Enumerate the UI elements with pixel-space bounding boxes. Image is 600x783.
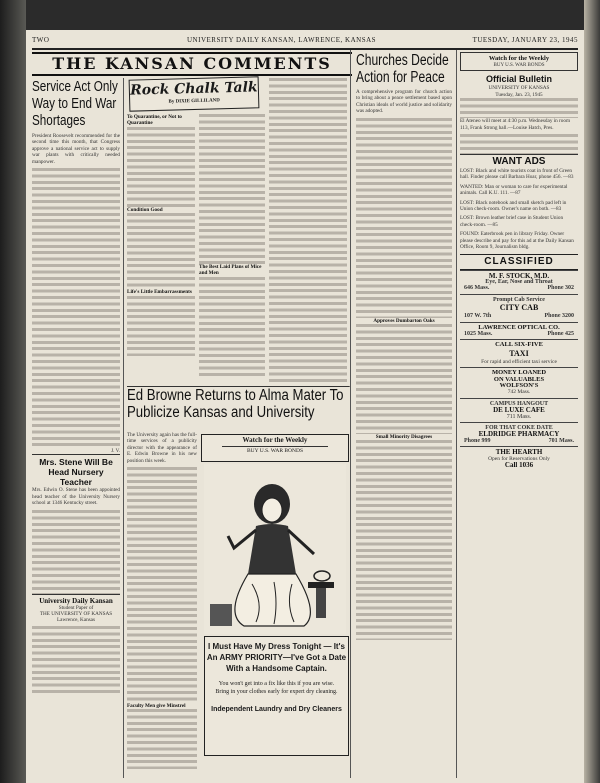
bulletin-body: El Ateneo will meet at 4:30 p.m. Wednesday in room 113, Frank Strong hall.—Louise Hatch, Pres.: [460, 118, 570, 131]
ad-cab-phone: Phone 3200: [544, 313, 574, 320]
classified-ad-wolfsons: [460, 367, 578, 398]
ad-cab-name: CITY CAB: [499, 303, 539, 313]
ad-taxi-call: CALL SIX-FIVE: [495, 341, 543, 349]
teacher-text-block: [32, 510, 120, 594]
laundry-ad-copy: [204, 636, 349, 756]
classified-ad-citycab: [460, 294, 578, 322]
ad-stock-phone: Phone 302: [547, 285, 574, 292]
folio-rule: [32, 48, 578, 50]
rock-chalk-col-b: [199, 114, 265, 382]
page-right-shadow: [584, 0, 600, 783]
editorial-banner: THE KANSAN COMMENTS: [32, 52, 352, 76]
ad-line2: An ARMY PRIORITY—I've Got a Date: [206, 653, 347, 662]
bulletin-date: Tuesday, Jan. 23, 1945: [495, 91, 543, 98]
column-divider-2: [350, 50, 351, 778]
classified-ad-hearth: [460, 446, 578, 470]
masthead-title: University Daily Kansan: [39, 596, 113, 605]
laundry-ad-illustration: [204, 464, 346, 634]
ad-cafe-name: DE LUXE CAFE: [493, 406, 545, 415]
issue-date: TUESDAY, JANUARY 23, 1945: [472, 36, 578, 44]
teacher-headline: Mrs. Stene Will Be Head Nursery Teacher: [32, 454, 120, 487]
editorial-column: [32, 78, 120, 778]
ad-stock-address: 646 Mass.: [464, 285, 490, 292]
ad-line4: You won't get into a fix like this if you are wise. Bring in your clothes early for expert dry cleaning.: [215, 681, 338, 695]
editorial-text-block: [32, 168, 120, 448]
ad-stock-name: M. F. STOCK, M.D.: [488, 271, 550, 280]
editorial-body: President Roosevelt recommended for the second time this month, that Congress approve a national service act to supply war plants with critically needed manpower.: [32, 133, 120, 165]
column-text-a2: [127, 213, 195, 289]
ad-loan-line1: MONEY LOANED: [491, 369, 547, 377]
ad-pharmacy-name: ELDRIDGE PHARMACY: [478, 430, 560, 439]
ad-cab-address: 107 W. 7th: [464, 313, 492, 320]
ad-hearth-name: THE HEARTH: [495, 448, 543, 457]
bulletin-text: [460, 134, 578, 154]
rock-chalk-col-a: [127, 114, 195, 382]
folio-line: [32, 34, 578, 48]
ad-loan-line2: ON VALUABLES: [493, 375, 545, 383]
browne-text-a2: [127, 709, 197, 769]
ad-cafe-address: 711 Mass.: [506, 413, 532, 420]
column-text-b1: [199, 114, 265, 264]
classified-title: CLASSIFIED: [460, 254, 578, 270]
ad-cafe-tagline: CAMPUS HANGOUT: [489, 400, 549, 407]
want-title: WANT ADS: [460, 154, 578, 168]
browne-headline: Ed Browne Returns to Alma Mater To Publicize Kansas and University: [127, 386, 350, 431]
want-item-2: WANTED: Man or woman to care for experimental animals. Call K.U. 111. —87: [460, 183, 568, 197]
ad-pharmacy-tagline: FOR THAT COKE DATE: [485, 425, 553, 431]
column-item-1: To Quarantine, or Not to Quarantine: [127, 114, 182, 127]
peace-headline: Churches Decide Action for Peace: [356, 52, 449, 86]
ad-loan-address: 742 Mass.: [507, 389, 531, 396]
want-item-4: LOST: Brown leather brief case in Student Union check-room. —85: [460, 215, 564, 228]
classified-ad-pharmacy: [460, 422, 578, 446]
ad-optical-phone: Phone 425: [547, 330, 574, 337]
ad-taxi-tagline: For rapid and efficient taxi service: [481, 358, 557, 365]
ad-cab-tagline: Prompt Cab Service: [493, 296, 545, 303]
watch-right-line2: BUY U.S. WAR BONDS: [493, 63, 545, 68]
browne-subhead: Faculty Men give Minstrel: [127, 703, 186, 710]
classified-ad-optical: [460, 322, 578, 340]
ad-line5: Independent Laundry and Dry Cleaners: [211, 706, 342, 713]
column-byline: By DIXIE GILLILAND: [168, 98, 220, 105]
churches-column: [356, 52, 452, 778]
editorial-signoff: J. V.: [111, 448, 120, 455]
column-item-4: The Best Laid Plans of Mice and Men: [199, 264, 262, 277]
column-title: Rock Chalk Talk: [129, 79, 258, 99]
watch-right-line1: Watch for the Weekly: [488, 55, 550, 62]
want-item-3: LOST: Black notebook and small sketch pad left in Union check-room. Owner's name on both. —83: [460, 199, 567, 213]
classified-ad-taxi: [460, 339, 578, 367]
classified-ad-cafe: [460, 398, 578, 422]
watch-box: [201, 434, 349, 462]
classified-ad-stock: [460, 270, 578, 294]
ad-line1: I Must Have My Dress Tonight — It's: [208, 642, 345, 651]
browne-body: The University again has the full-time services of a publicity director with the appearance of E. Edwin Browne in his new position this week.: [127, 432, 197, 464]
ad-hearth-tagline: Open for Reservations Only: [488, 455, 550, 462]
watch-box-right: [460, 52, 578, 71]
peace-text-2: [356, 324, 452, 434]
ad-optical-address: 1025 Mass.: [464, 330, 493, 337]
column-title-box: [129, 76, 260, 111]
ad-stock-specialty: Eye, Ear, Nose and Throat: [485, 278, 553, 285]
column-text-a3: [127, 296, 195, 356]
peace-text-3: [356, 440, 452, 640]
masthead-sub3: Lawrence, Kansas: [56, 617, 96, 624]
column-divider: [123, 78, 124, 778]
column-text-b2: [199, 277, 265, 377]
masthead-sub1: Student Paper of: [58, 604, 94, 611]
ad-pharmacy-address: 701 Mass.: [548, 437, 574, 444]
newspaper-page: [26, 30, 584, 783]
want-item-1: LOST: Black and white tourists coat in front of Green hall. Finder please call Barbara Hoar, phone 456. —83: [460, 168, 574, 181]
ad-taxi-name: TAXI: [509, 348, 529, 358]
want-item-5: FOUND: Eaterbrook pen in library Friday. Owner please describe and pay for this ad at the Daily Kansan Office, Room 9, Journalism bldg.: [460, 231, 574, 251]
column-divider-3: [456, 50, 457, 778]
column-item-2: Condition Good: [127, 206, 163, 213]
teacher-body: Mrs. Edwin O. Stene has been appointed head teacher of the University Nursery school at 1346 Kentucky street.: [32, 487, 120, 507]
right-column: [460, 52, 578, 778]
ad-line3: With a Handsome Captain.: [226, 664, 327, 673]
watch-line1: Watch for the Weekly: [242, 436, 308, 444]
ad-pharmacy-phone: Phone 999: [464, 437, 491, 444]
watch-line2: BUY U.S. WAR BONDS: [222, 446, 328, 455]
bulletin-title: Official Bulletin: [485, 74, 552, 85]
paper-name: UNIVERSITY DAILY KANSAN, LAWRENCE, KANSAS: [187, 36, 377, 44]
page-number: TWO: [32, 36, 50, 44]
peace-subhead-1: Approves Dumbarton Oaks: [373, 317, 435, 324]
ad-loan-store: WOLFSON'S: [499, 381, 539, 389]
ad-optical-name: LAWRENCE OPTICAL CO.: [478, 323, 560, 331]
masthead: [32, 594, 120, 624]
masthead-sub2: THE UNIVERSITY OF KANSAS: [39, 611, 113, 618]
rock-chalk-col-c: [269, 78, 347, 382]
browne-col-a: [127, 432, 197, 778]
bulletin-notice: [460, 98, 578, 118]
ad-hearth-phone: Call 1036: [504, 461, 534, 470]
page-left-shadow: [0, 0, 26, 783]
peace-subhead-2: Small Minority Disagrees: [375, 434, 433, 441]
bulletin-org: UNIVERSITY OF KANSAS: [488, 85, 550, 92]
editorial-headline: Service Act Only Way to End War Shortages: [32, 78, 118, 129]
peace-body: A comprehensive program for church action to bring about a peace settlement based upon Christian ideals of world justice and solidarity was adopted.: [356, 89, 452, 115]
masthead-fineprint: [32, 626, 120, 696]
browne-text-a: [127, 467, 197, 703]
peace-text-1: [356, 118, 452, 318]
column-text-a1: [127, 127, 195, 207]
column-item-3: Life's Little Embarrassments: [127, 289, 192, 296]
